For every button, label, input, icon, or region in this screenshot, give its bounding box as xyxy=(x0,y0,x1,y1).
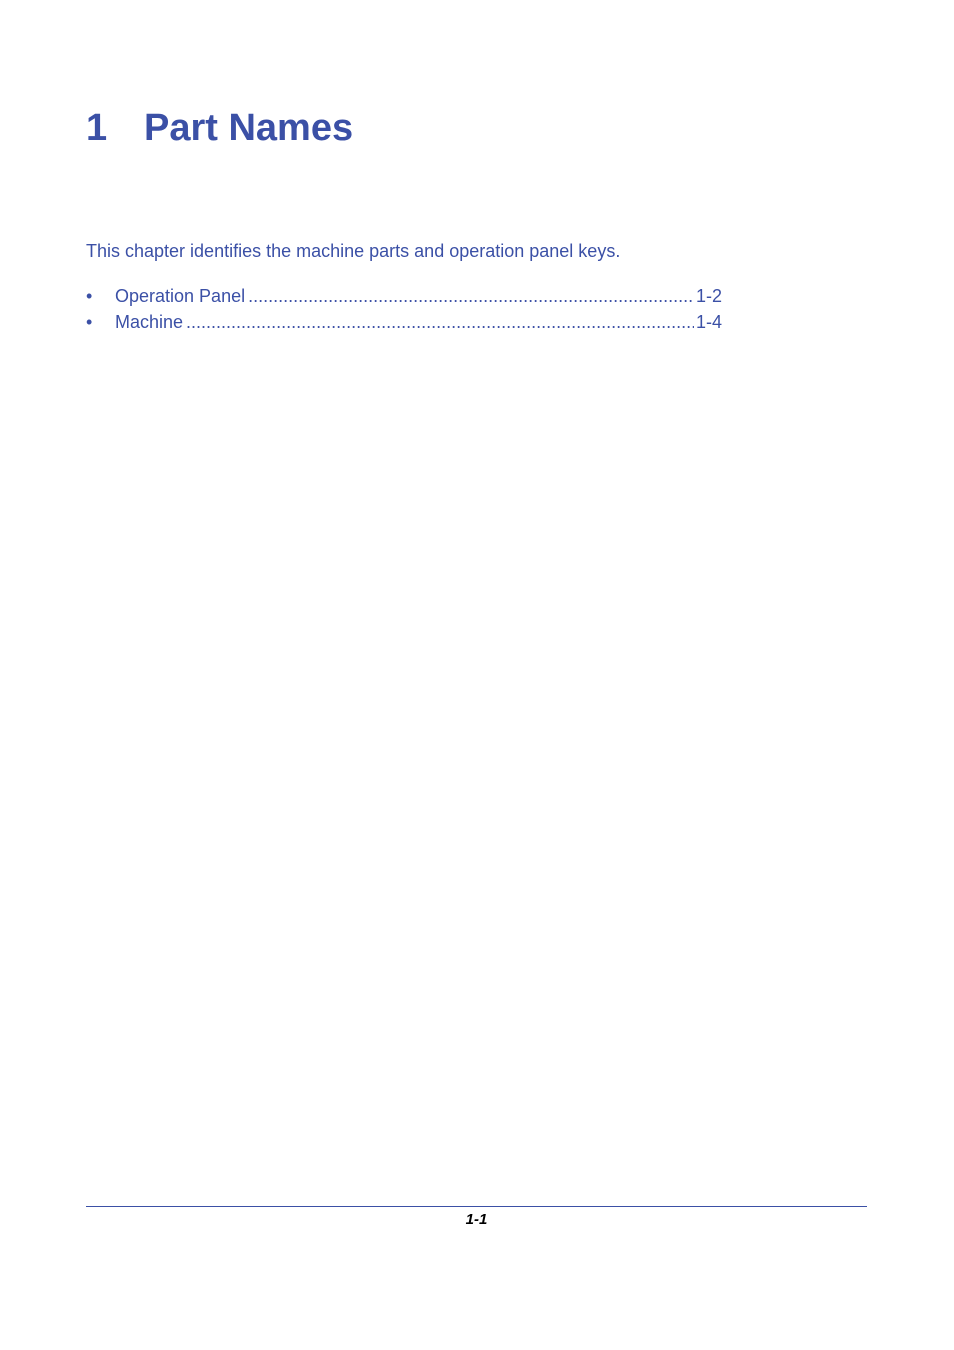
toc-entry-machine[interactable] xyxy=(86,311,722,337)
bullet-icon: • xyxy=(86,286,93,306)
toc-entry-page: 1-2 xyxy=(695,286,722,306)
toc-dot-leader xyxy=(248,285,694,307)
toc-entry-label: Machine xyxy=(115,312,184,332)
table-of-contents xyxy=(86,285,722,337)
page-number: 1-1 xyxy=(465,1211,488,1228)
toc-entry-operation-panel[interactable] xyxy=(86,285,722,311)
footer-divider xyxy=(86,1206,867,1207)
toc-entry-page: 1-4 xyxy=(695,312,722,332)
chapter-number: 1 xyxy=(86,107,108,149)
chapter-intro: This chapter identifies the machine parts and operation panel keys. xyxy=(86,241,621,261)
toc-dot-leader xyxy=(186,311,694,333)
chapter-title: Part Names xyxy=(144,107,354,149)
toc-entry-label: Operation Panel xyxy=(115,286,246,306)
chapter-heading xyxy=(86,104,353,152)
bullet-icon: • xyxy=(86,312,93,332)
